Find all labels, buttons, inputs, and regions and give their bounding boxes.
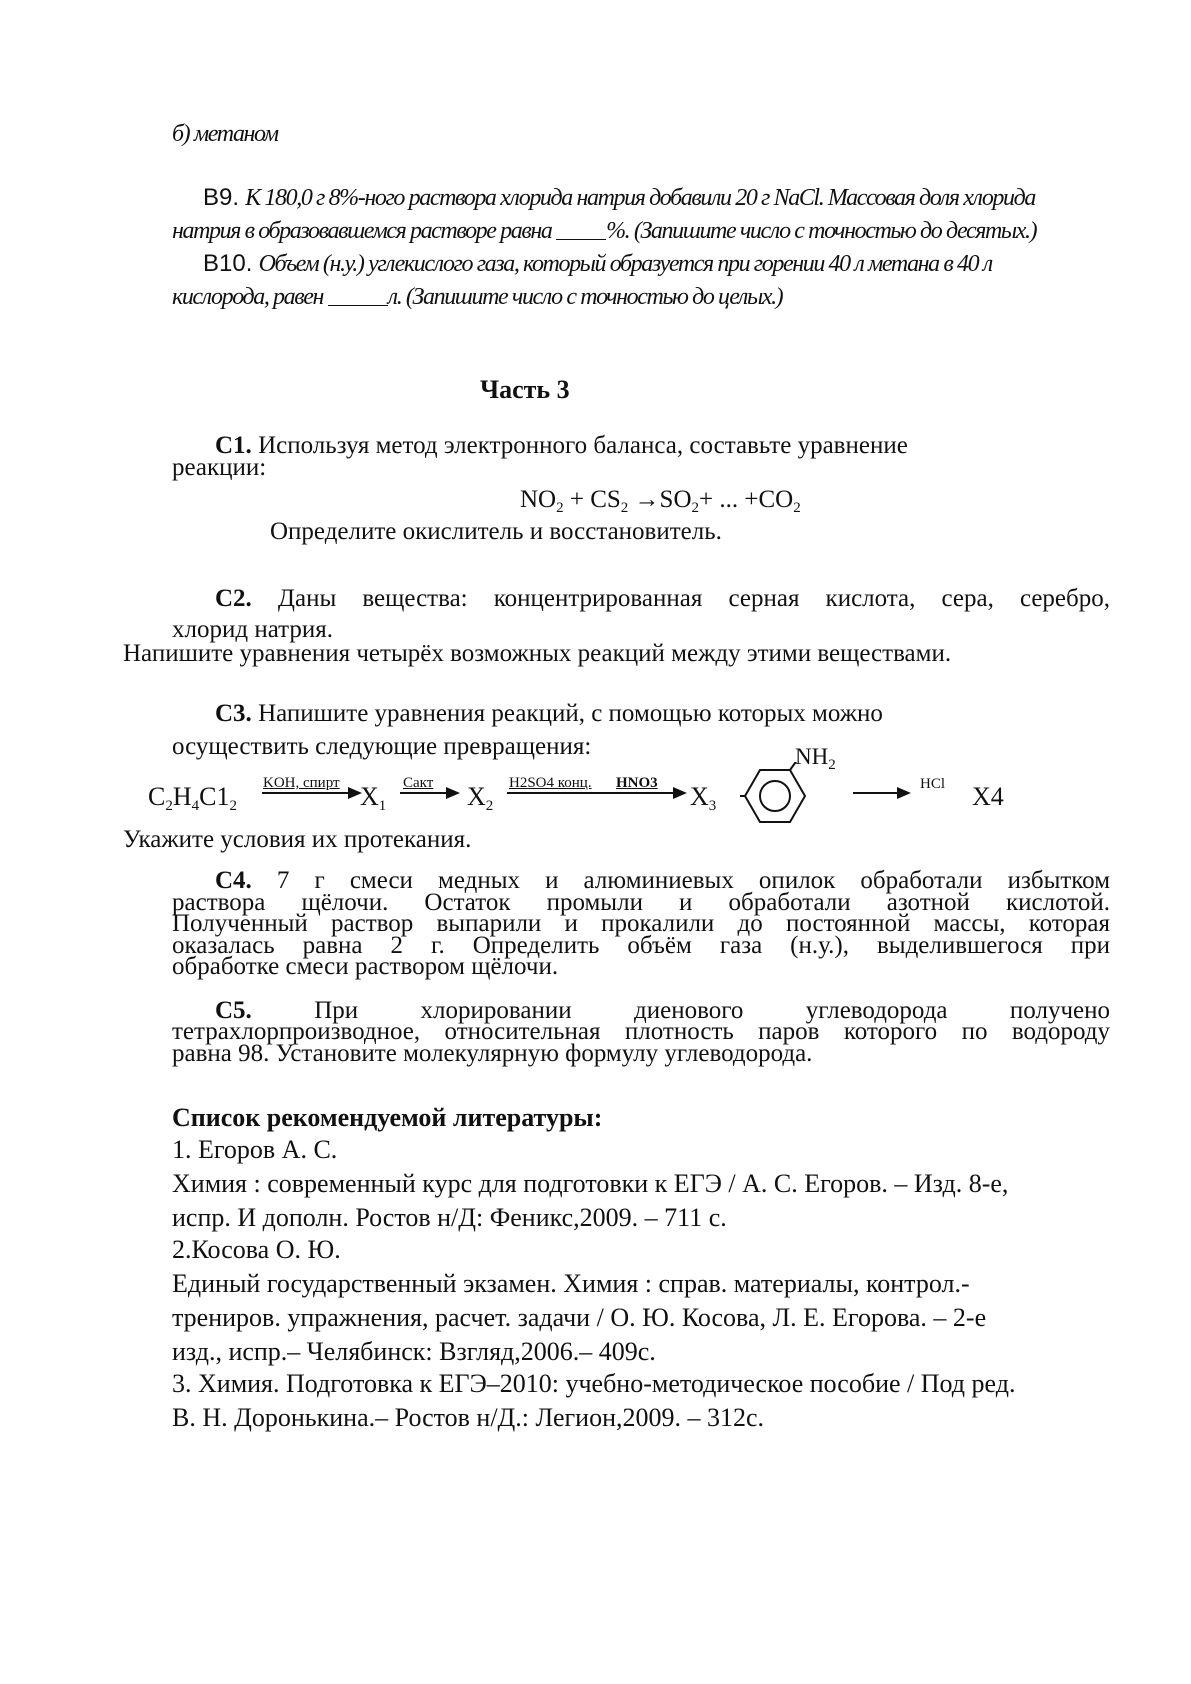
- literature-line: Единый государственный экзамен. Химия : справ. материалы, контрол.-: [172, 1269, 970, 1298]
- c3-x2-sub: 2: [485, 798, 494, 814]
- c3-arrow1-icon: [262, 786, 362, 800]
- c1-eq-cs: + CS: [563, 486, 621, 513]
- c2-text-line2: хлорид натрия.: [172, 616, 334, 643]
- b9-text-line2: [172, 217, 1036, 245]
- c3-arrow3-label: H2SO4 конц.: [509, 775, 592, 791]
- c4-text-line2: раствора щёлочи. Остаток промыли и обработали азотной кислотой.: [172, 889, 1110, 916]
- c3-text-line1: Напишите уравнения реакций, с помощью которых можно: [258, 700, 883, 727]
- c3-arrow5-label: HCl: [920, 776, 946, 792]
- c2-text-line3: Напишите уравнения четырёх возможных реакций между этими веществами.: [123, 640, 952, 667]
- part3-title: Часть 3: [480, 375, 570, 404]
- literature-line: 1. Егоров А. С.: [172, 1135, 338, 1164]
- c3-x2-letter: X: [467, 782, 486, 811]
- c3-x3: [690, 782, 716, 812]
- b10-text-line1: Объем (н.у.) углекислого газа, который образуется при горении 40 л метана в 40 л: [258, 251, 992, 277]
- c4-text-line1: 7 г смеси медных и алюминиевых опилок обработали избытком: [276, 867, 1111, 894]
- c3-x1-sub: 1: [378, 798, 387, 814]
- c1-eq-no: NO: [520, 486, 557, 513]
- b10-text-line2: [172, 283, 782, 311]
- c1-label: С1.: [215, 432, 252, 459]
- c3-start-cl: C1: [199, 782, 230, 811]
- c3-x3-sub: 3: [708, 798, 717, 814]
- c4-text-line4: оказалась равна 2 г. Определить объём газа (н.у.), выделившегося при: [172, 932, 1110, 959]
- c5-label: С5.: [215, 997, 252, 1024]
- b10-text-line2b: л. (Запишите число с точностью до целых.): [387, 284, 783, 310]
- c3-x3-letter: X: [690, 782, 709, 811]
- literature-line: трениров. упражнения, расчет. задачи / О. Ю. Косова, Л. Е. Егорова. – 2-е: [172, 1303, 987, 1332]
- c3-start-compound: [148, 782, 237, 812]
- aniline-nh: NH: [795, 744, 829, 769]
- c3-line1: [215, 700, 883, 728]
- c1-line1: [215, 432, 908, 460]
- c3-arrow1-label: KOH, спирт: [263, 775, 340, 791]
- c1-eq-co: + ... +CO: [699, 486, 794, 513]
- c3-arrow3-icon: [507, 786, 687, 800]
- b9-text-line2a: натрия в образовавшемся растворе равна: [172, 218, 552, 244]
- c3-arrow5-icon: [853, 786, 913, 800]
- c1-eq-sub: 2: [556, 500, 564, 516]
- c3-arrow3-label-b: HNO3: [616, 775, 658, 791]
- aniline-sub: 2: [828, 757, 836, 773]
- c3-start-h: H: [172, 782, 192, 811]
- literature-line: Химия : современный курс для подготовки к ЕГЭ / А. С. Егоров. – Изд. 8-е,: [172, 1169, 1009, 1198]
- c3-x1-letter: X: [360, 782, 379, 811]
- c3-start-sub: 2: [165, 798, 173, 814]
- b10-question: [203, 250, 992, 278]
- b9-label: В9.: [203, 184, 240, 211]
- c1-text-line1: Используя метод электронного баланса, составьте уравнение: [258, 432, 908, 459]
- b10-label: В10.: [203, 250, 253, 277]
- literature-line: 2.Косова О. Ю.: [172, 1235, 341, 1264]
- aniline-benzene-ring-icon: [728, 762, 818, 840]
- c5-text-line2: тетрахлорпроизводное, относительная плотность паров которого по водороду: [172, 1018, 1110, 1045]
- b9-answer-blank[interactable]: [556, 221, 606, 240]
- c4-text-line3: Полученный раствор выпарили и прокалили до постоянной массы, которая: [172, 910, 1110, 937]
- c3-text-line2: осуществить следующие превращения:: [172, 733, 592, 760]
- c4-text-line5: обработке смеси раствором щёлочи.: [172, 953, 559, 980]
- c3-arrow2-label: Сакт: [403, 775, 434, 791]
- c1-eq-sub: 2: [691, 500, 700, 516]
- b9-text-line2b: %. (Запишите число с точностью до десятых.): [606, 218, 1037, 244]
- c2-text-line1: Даны вещества: концентрированная серная кислота, сера, серебро,: [277, 585, 1111, 612]
- aniline-amino-group: [795, 744, 836, 773]
- literature-line: 3. Химия. Подготовка к ЕГЭ–2010: учебно-методическое пособие / Под ред.: [172, 1369, 1016, 1398]
- c3-x4: X4: [972, 782, 1004, 811]
- b10-text-line2a: кислорода, равен: [172, 284, 324, 310]
- literature-title: Список рекомендуемой литературы:: [172, 1103, 603, 1132]
- literature-line: испр. И дополн. Ростов н/Д: Феникс,2009. – 711 с.: [172, 1203, 727, 1232]
- literature-line: В. Н. Доронькина.– Ростов н/Д.: Легион,2009. – 312с.: [172, 1403, 765, 1432]
- c1-text-line2: реакции:: [172, 454, 267, 481]
- c1-eq-so: →SO: [628, 486, 692, 513]
- c3-x2: [467, 782, 493, 812]
- c3-text-line3: Укажите условия их протекания.: [123, 826, 472, 853]
- b8-option: б) метаном: [172, 121, 278, 147]
- c5-text-line3: равна 98. Установите молекулярную формулу углеводорода.: [172, 1040, 813, 1067]
- b9-question: [203, 184, 1035, 212]
- c2-line1: [215, 585, 1110, 613]
- c3-label: С3.: [215, 700, 252, 727]
- c3-arrow2-icon: [400, 786, 460, 800]
- c1-eq-sub: 2: [620, 500, 629, 516]
- c3-start-sub: 2: [229, 798, 237, 814]
- c4-label: С4.: [215, 867, 252, 894]
- c3-x1: [360, 782, 386, 812]
- b10-answer-blank[interactable]: [328, 287, 388, 306]
- c1-text-line3: Определите окислитель и восстановитель.: [270, 518, 722, 545]
- c1-equation: [520, 486, 801, 514]
- c2-label: С2.: [215, 585, 252, 612]
- c5-text-line1: При хлорировании диенового углеводорода получено: [314, 997, 1110, 1024]
- c3-start-c: C: [148, 782, 166, 811]
- literature-line: изд., испр.– Челябинск: Взгляд,2006.– 409с.: [172, 1337, 656, 1366]
- c3-start-sub: 4: [191, 798, 200, 814]
- b9-text-line1: К 180,0 г 8%-ного раствора хлорида натрия добавили 20 г NaCl. Массовая доля хлорида: [245, 185, 1035, 211]
- c1-eq-sub: 2: [793, 500, 801, 516]
